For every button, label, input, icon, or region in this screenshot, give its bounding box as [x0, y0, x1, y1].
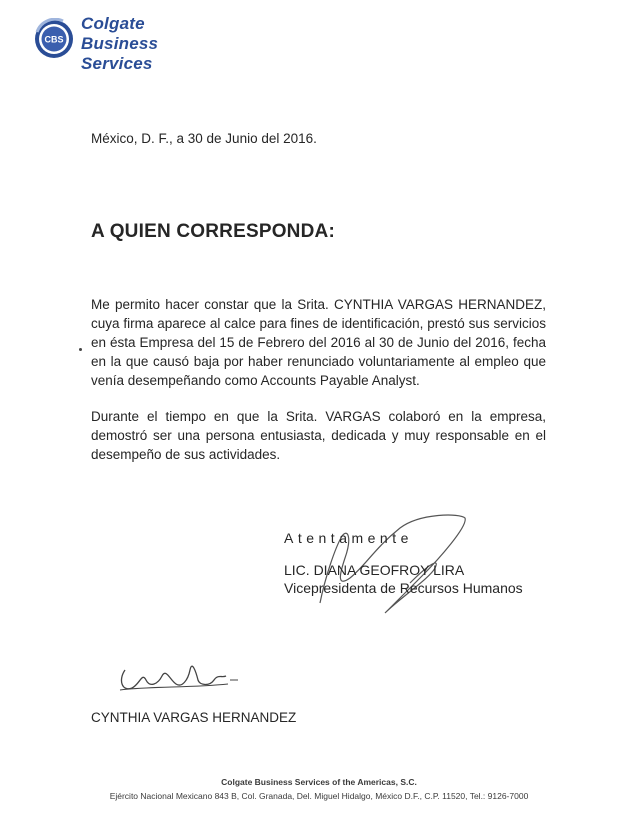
footer-company: Colgate Business Services of the Americas, S.C. — [221, 777, 417, 787]
letter-paragraph-2: Durante el tiempo en que la Srita. VARGAS colaboró en la empresa, demostró ser una persona entusiasta, dedicada y muy responsable en el desempeño de sus actividades. — [91, 409, 546, 462]
logo-line-2: Business Services — [81, 34, 159, 73]
logo-badge-text: CBS — [44, 34, 64, 45]
logo-wordmark — [81, 14, 233, 74]
cbs-badge-icon — [33, 18, 75, 60]
signer-title: Vicepresidenta de Recursos Humanos — [284, 580, 523, 596]
employee-name: CYNTHIA VARGAS HERNANDEZ — [91, 710, 297, 725]
employee-signature — [110, 650, 240, 700]
margin-dot — [79, 348, 82, 351]
company-logo — [33, 10, 233, 73]
footer-address: Ejército Nacional Mexicano 843 B, Col. Granada, Del. Miguel Hidalgo, México D.F., C.P. 11520, Tel.: 9126-7000 — [109, 791, 529, 801]
letter-salutation: A QUIEN CORRESPONDA: — [91, 221, 335, 242]
letter-dateline: México, D. F., a 30 de Junio del 2016. — [91, 131, 317, 146]
signer-name: LIC. DIANA GEOFROY LIRA — [284, 562, 465, 578]
letter-paragraph-1: Me permito hacer constar que la Srita. CYNTHIA VARGAS HERNANDEZ, cuya firma aparece al calce para fines de identificación, prestó sus servicios en ésta Empresa del 15 de Febrero del 2016 al 30 de Junio del 2016, fecha en la que causó baja por haber renunciado voluntariamente al empleo que venía desempeñando como Accounts Payable Analyst. — [91, 297, 546, 388]
logo-line-1: Colgate — [81, 14, 145, 33]
letter-closing: Atentamente — [284, 530, 413, 546]
